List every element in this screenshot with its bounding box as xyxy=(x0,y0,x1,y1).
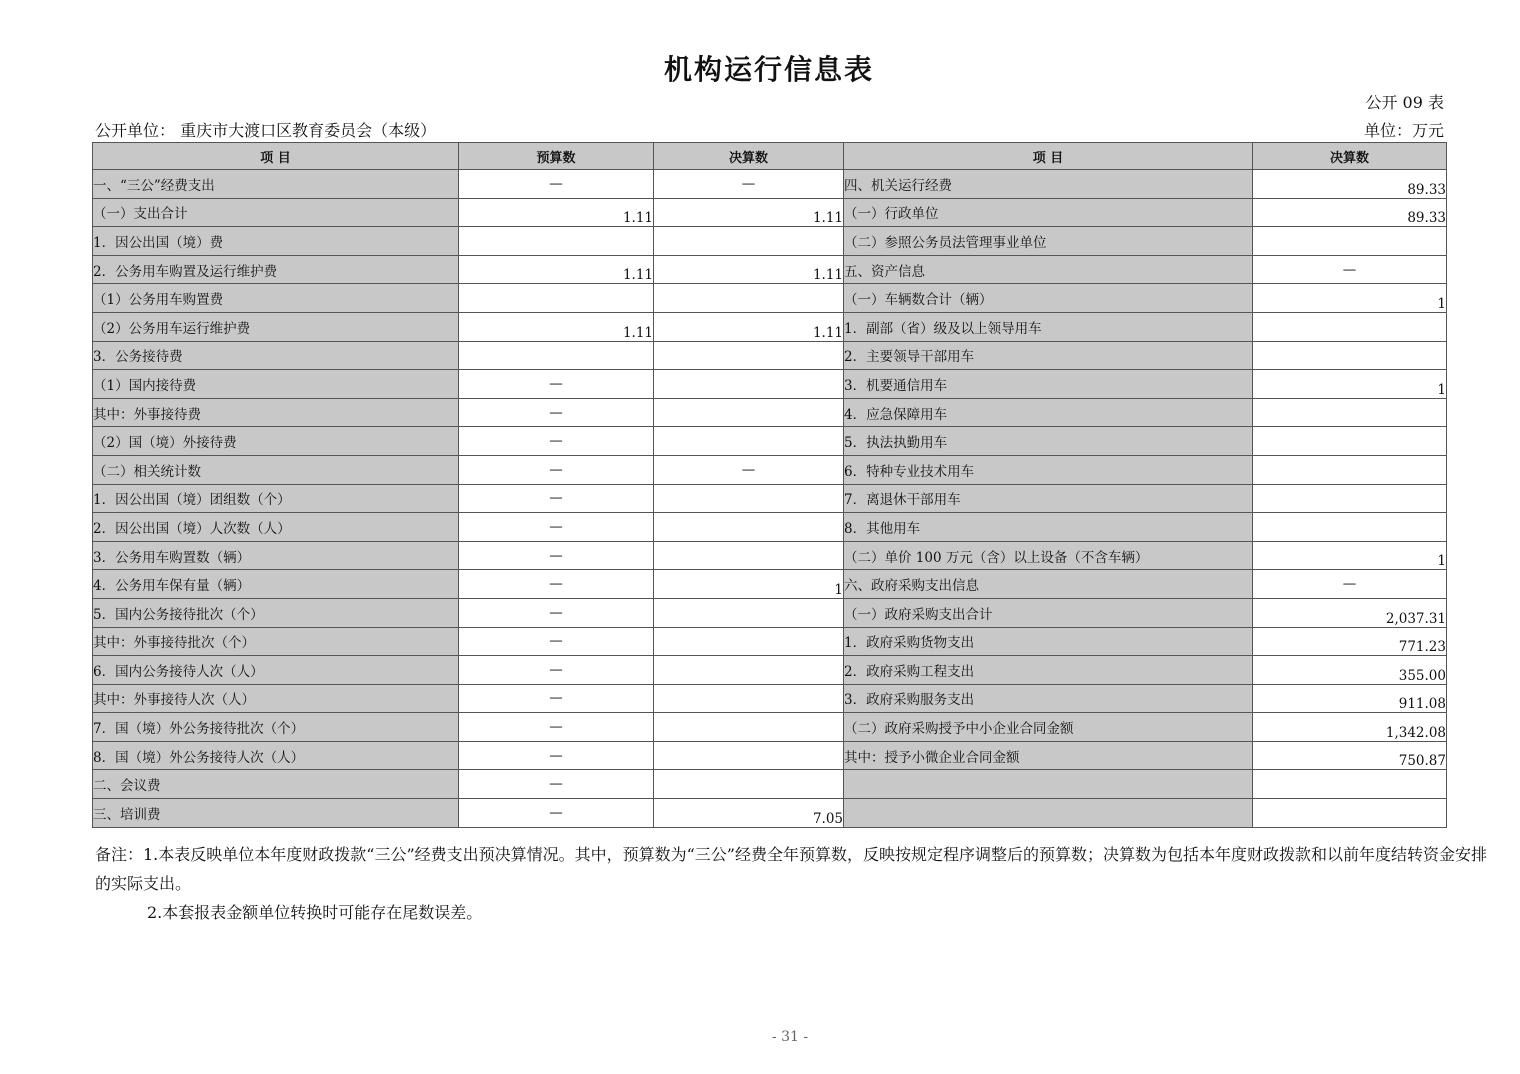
right-item: 2．主要领导干部用车 xyxy=(844,341,1253,370)
right-value xyxy=(1253,227,1447,256)
table-row xyxy=(93,398,1447,427)
header-actual: 决算数 xyxy=(654,143,844,170)
left-item: （2）国（境）外接待费 xyxy=(93,427,459,456)
actual-value xyxy=(654,627,844,656)
right-item: 2．政府采购工程支出 xyxy=(844,656,1253,685)
right-value: 1 xyxy=(1253,284,1447,313)
table-row xyxy=(93,198,1447,227)
table-row xyxy=(93,770,1447,799)
left-item: 8．国（境）外公务接待人次（人） xyxy=(93,741,459,770)
header-item-right: 项 目 xyxy=(844,143,1253,170)
right-item: 1．政府采购货物支出 xyxy=(844,627,1253,656)
right-value: 1 xyxy=(1253,370,1447,399)
right-value: 355.00 xyxy=(1253,656,1447,685)
left-item: 2．公务用车购置及运行维护费 xyxy=(93,255,459,284)
actual-value: 7.05 xyxy=(654,799,844,828)
table-row xyxy=(93,684,1447,713)
actual-value xyxy=(654,484,844,513)
budget-value: — xyxy=(459,799,654,828)
left-item: 2．因公出国（境）人次数（人） xyxy=(93,513,459,542)
actual-value xyxy=(654,598,844,627)
header-budget: 预算数 xyxy=(459,143,654,170)
left-item: （1）国内接待费 xyxy=(93,370,459,399)
right-value: 89.33 xyxy=(1253,170,1447,199)
budget-value xyxy=(459,284,654,313)
actual-value xyxy=(654,684,844,713)
left-item: 3．公务接待费 xyxy=(93,341,459,370)
right-item: 3．政府采购服务支出 xyxy=(844,684,1253,713)
right-item: （二）单价 100 万元（含）以上设备（不含车辆） xyxy=(844,541,1253,570)
page-title: 机构运行信息表 xyxy=(663,53,874,86)
left-item: 二、会议费 xyxy=(93,770,459,799)
left-item: 其中：外事接待批次（个） xyxy=(93,627,459,656)
budget-value: — xyxy=(459,770,654,799)
actual-value xyxy=(654,541,844,570)
table-row xyxy=(93,170,1447,199)
right-item xyxy=(844,770,1253,799)
right-value xyxy=(1253,398,1447,427)
budget-value: 1.11 xyxy=(459,198,654,227)
table-row xyxy=(93,656,1447,685)
unit-line xyxy=(95,118,1444,140)
right-value: 1,342.08 xyxy=(1253,713,1447,742)
budget-value: — xyxy=(459,455,654,484)
left-item: 其中：外事接待人次（人） xyxy=(93,684,459,713)
right-value: — xyxy=(1253,570,1447,599)
right-value: 2,037.31 xyxy=(1253,598,1447,627)
right-item: （二）政府采购授予中小企业合同金额 xyxy=(844,713,1253,742)
right-value xyxy=(1253,484,1447,513)
form-number: 公开 09 表 xyxy=(1365,93,1444,112)
notes xyxy=(95,840,1487,927)
left-item: 1．因公出国（境）费 xyxy=(93,227,459,256)
budget-value: — xyxy=(459,570,654,599)
right-item: （一）车辆数合计（辆） xyxy=(844,284,1253,313)
left-item: 5．国内公务接待批次（个） xyxy=(93,598,459,627)
left-item: 一、“三公”经费支出 xyxy=(93,170,459,199)
right-value: 1 xyxy=(1253,541,1447,570)
right-item: 四、机关运行经费 xyxy=(844,170,1253,199)
table-row xyxy=(93,227,1447,256)
actual-value xyxy=(654,513,844,542)
actual-value xyxy=(654,741,844,770)
budget-value: — xyxy=(459,484,654,513)
left-item: （2）公务用车运行维护费 xyxy=(93,312,459,341)
left-item: 其中：外事接待费 xyxy=(93,398,459,427)
right-value: 89.33 xyxy=(1253,198,1447,227)
actual-value: 1.11 xyxy=(654,198,844,227)
budget-value: — xyxy=(459,627,654,656)
actual-value xyxy=(654,227,844,256)
table-row xyxy=(93,713,1447,742)
actual-value xyxy=(654,656,844,685)
right-item: 6．特种专业技术用车 xyxy=(844,455,1253,484)
page-number: - 31 - xyxy=(771,1029,809,1045)
right-value xyxy=(1253,455,1447,484)
table-row xyxy=(93,541,1447,570)
left-item: （一）支出合计 xyxy=(93,198,459,227)
actual-value xyxy=(654,370,844,399)
info-table xyxy=(92,142,1447,828)
right-item: 8．其他用车 xyxy=(844,513,1253,542)
right-item: 六、政府采购支出信息 xyxy=(844,570,1253,599)
table-row xyxy=(93,341,1447,370)
budget-value: — xyxy=(459,170,654,199)
actual-value: — xyxy=(654,455,844,484)
right-item: （一）行政单位 xyxy=(844,198,1253,227)
publishing-unit: 公开单位： 重庆市大渡口区教育委员会（本级） xyxy=(95,121,437,140)
right-value: 771.23 xyxy=(1253,627,1447,656)
right-item: 五、资产信息 xyxy=(844,255,1253,284)
header-actual-right: 决算数 xyxy=(1253,143,1447,170)
table-row xyxy=(93,627,1447,656)
budget-value: 1.11 xyxy=(459,312,654,341)
right-value xyxy=(1253,513,1447,542)
budget-value: — xyxy=(459,541,654,570)
table-row xyxy=(93,255,1447,284)
actual-value xyxy=(654,398,844,427)
header-item-left: 项 目 xyxy=(93,143,459,170)
budget-value: — xyxy=(459,398,654,427)
right-item: （一）政府采购支出合计 xyxy=(844,598,1253,627)
actual-value xyxy=(654,341,844,370)
table-row xyxy=(93,484,1447,513)
table-row xyxy=(93,513,1447,542)
table-row xyxy=(93,570,1447,599)
right-value xyxy=(1253,341,1447,370)
budget-value: — xyxy=(459,598,654,627)
actual-value: 1.11 xyxy=(654,255,844,284)
right-value xyxy=(1253,312,1447,341)
right-value: — xyxy=(1253,255,1447,284)
budget-value: — xyxy=(459,741,654,770)
actual-value: — xyxy=(654,170,844,199)
right-value xyxy=(1253,770,1447,799)
left-item: 4．公务用车保有量（辆） xyxy=(93,570,459,599)
table-row xyxy=(93,598,1447,627)
table-header-row xyxy=(93,143,1447,170)
right-item: 其中：授予小微企业合同金额 xyxy=(844,741,1253,770)
left-item: 1．因公出国（境）团组数（个） xyxy=(93,484,459,513)
right-value xyxy=(1253,427,1447,456)
actual-value xyxy=(654,427,844,456)
table-row xyxy=(93,741,1447,770)
table-row xyxy=(93,312,1447,341)
actual-value: 1.11 xyxy=(654,312,844,341)
actual-value xyxy=(654,713,844,742)
table-row xyxy=(93,370,1447,399)
right-item: 7．离退休干部用车 xyxy=(844,484,1253,513)
right-item: 5．执法执勤用车 xyxy=(844,427,1253,456)
budget-value: — xyxy=(459,427,654,456)
budget-value: — xyxy=(459,713,654,742)
right-item: 1．副部（省）级及以上领导用车 xyxy=(844,312,1253,341)
right-item: 3．机要通信用车 xyxy=(844,370,1253,399)
left-item: 7．国（境）外公务接待批次（个） xyxy=(93,713,459,742)
table-row xyxy=(93,284,1447,313)
budget-value xyxy=(459,227,654,256)
note-line-2: 2.本套报表金额单位转换时可能存在尾数误差。 xyxy=(147,903,483,922)
budget-value xyxy=(459,341,654,370)
table-row xyxy=(93,455,1447,484)
left-item: 三、培训费 xyxy=(93,799,459,828)
left-item: （1）公务用车购置费 xyxy=(93,284,459,313)
right-item: （二）参照公务员法管理事业单位 xyxy=(844,227,1253,256)
budget-value: — xyxy=(459,370,654,399)
right-value: 911.08 xyxy=(1253,684,1447,713)
right-item xyxy=(844,799,1253,828)
left-item: 6．国内公务接待人次（人） xyxy=(93,656,459,685)
right-value: 750.87 xyxy=(1253,741,1447,770)
actual-value xyxy=(654,770,844,799)
actual-value xyxy=(654,284,844,313)
budget-value: — xyxy=(459,684,654,713)
budget-value: — xyxy=(459,656,654,685)
currency-unit: 单位：万元 xyxy=(1363,121,1444,140)
actual-value: 1 xyxy=(654,570,844,599)
left-item: 3．公务用车购置数（辆） xyxy=(93,541,459,570)
table-row xyxy=(93,799,1447,828)
right-item: 4．应急保障用车 xyxy=(844,398,1253,427)
note-line-1: 备注：1.本表反映单位本年度财政拨款“三公”经费支出预决算情况。其中，预算数为“三公”经费全年预算数，反映按规定程序调整后的预算数；决算数为包括本年度财政拨款和以前年度结转资金安排的实际支出。 xyxy=(95,845,1487,893)
right-value xyxy=(1253,799,1447,828)
table-row xyxy=(93,427,1447,456)
budget-value: 1.11 xyxy=(459,255,654,284)
budget-value: — xyxy=(459,513,654,542)
left-item: （二）相关统计数 xyxy=(93,455,459,484)
